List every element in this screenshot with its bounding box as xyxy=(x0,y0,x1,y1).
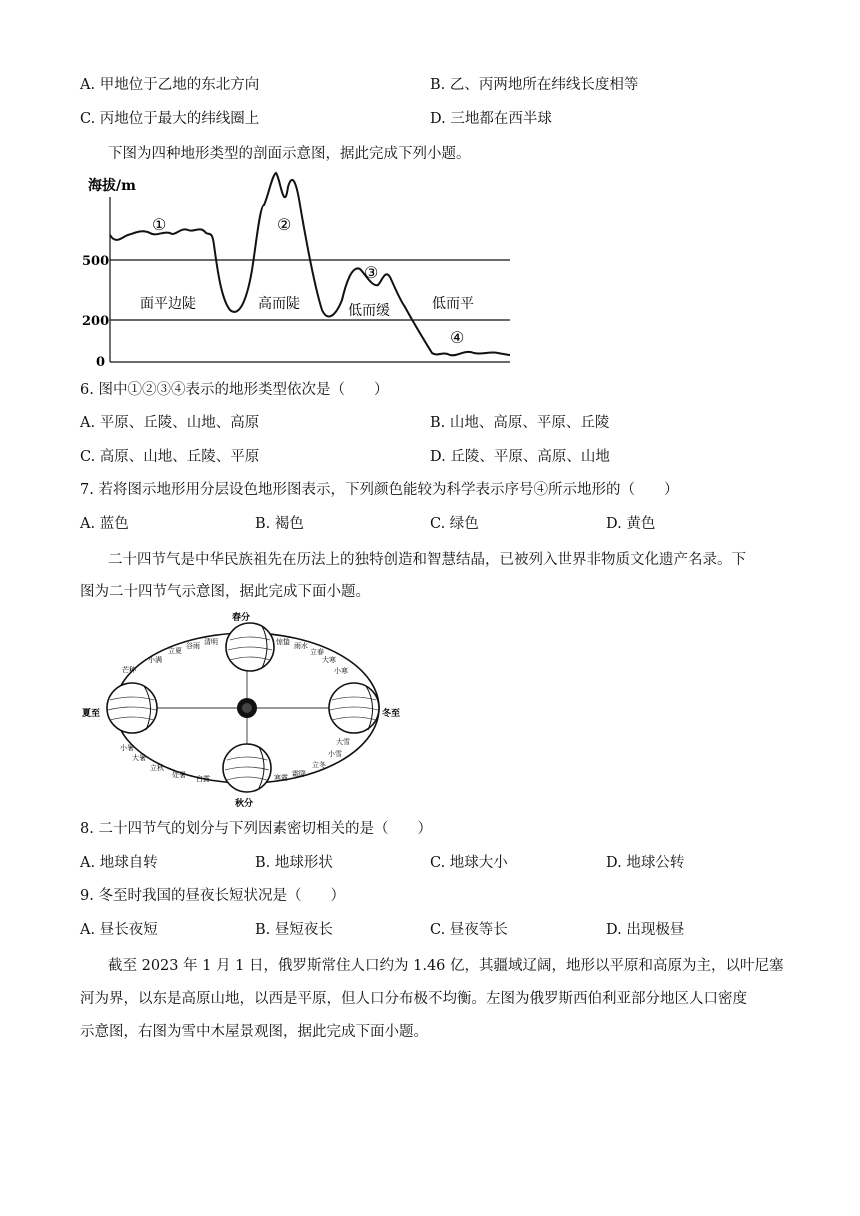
q8-option-c: C. 地球大小 xyxy=(430,855,508,871)
q6-option-c: C. 高原、山地、丘陵、平原 xyxy=(80,449,260,465)
russia-intro-line3: 示意图，右图为雪中木屋景观图，据此完成下面小题。 xyxy=(80,1024,428,1040)
term-qingming: 清明 xyxy=(204,638,218,646)
label-winter-solstice: 冬至 xyxy=(382,709,401,719)
q7-option-b: B. 褐色 xyxy=(255,516,304,532)
solar-intro-line2: 图为二十四节气示意图，据此完成下面小题。 xyxy=(80,584,370,600)
term-dahan: 大寒 xyxy=(322,656,336,664)
term-liqiu: 立秋 xyxy=(150,764,164,772)
term-mangzhong: 芒种 xyxy=(122,666,136,674)
q5-option-c: C. 丙地位于最大的纬线圈上 xyxy=(80,111,260,127)
label-spring-equinox: 春分 xyxy=(232,613,251,623)
q9-option-d: D. 出现极昼 xyxy=(606,922,685,938)
term-jingzhe: 惊蛰 xyxy=(276,638,290,646)
q8-stem: 8. 二十四节气的划分与下列因素密切相关的是（ ） xyxy=(80,821,432,837)
term-chushu: 处暑 xyxy=(172,771,186,779)
marker-4: ④ xyxy=(450,328,465,347)
q7-option-a: A. 蓝色 xyxy=(80,516,129,532)
term-xiaoshu: 小暑 xyxy=(120,744,134,752)
q6-option-b: B. 山地、高原、平原、丘陵 xyxy=(430,415,610,431)
tick-200: 200 xyxy=(82,314,110,329)
term-xiaoman: 小满 xyxy=(148,656,162,664)
term-yushui: 雨水 xyxy=(294,642,308,650)
tick-500: 500 xyxy=(82,254,110,269)
earth-autumn xyxy=(223,744,271,792)
term-dashu: 大暑 xyxy=(132,754,146,762)
term-lichun: 立春 xyxy=(310,648,324,656)
label-autumn-equinox: 秋分 xyxy=(235,799,254,809)
q9-stem: 9. 冬至时我国的昼夜长短状况是（ ） xyxy=(80,888,345,904)
q8-option-b: B. 地球形状 xyxy=(255,855,333,871)
q7-stem: 7. 若将图示地形用分层设色地形图表示，下列颜色能较为科学表示序号④所示地形的（ ） xyxy=(80,482,679,498)
region-label-3: 低而缓 xyxy=(348,303,390,319)
q5-option-a: A. 甲地位于乙地的东北方向 xyxy=(80,77,260,93)
q6-option-d: D. 丘陵、平原、高原、山地 xyxy=(430,449,610,465)
q5-option-b: B. 乙、丙两地所在纬线长度相等 xyxy=(430,77,639,93)
region-label-4: 低而平 xyxy=(432,296,474,312)
q6-option-a: A. 平原、丘陵、山地、高原 xyxy=(80,415,260,431)
terrain-profile-figure xyxy=(80,165,520,370)
term-bailu: 白露 xyxy=(196,775,210,783)
term-daxue: 大雪 xyxy=(336,738,350,746)
earth-spring xyxy=(226,623,274,671)
solar-intro-line1: 二十四节气是中华民族祖先在历法上的独特创造和智慧结晶，已被列入世界非物质文化遗产名录。下 xyxy=(108,552,746,568)
q9-option-b: B. 昼短夜长 xyxy=(255,922,333,938)
q6-stem: 6. 图中①②③④表示的地形类型依次是（ ） xyxy=(80,382,389,398)
q5-option-d: D. 三地都在西半球 xyxy=(430,111,552,127)
terrain-intro: 下图为四种地形类型的剖面示意图，据此完成下列小题。 xyxy=(108,146,471,162)
term-lidong: 立冬 xyxy=(312,761,326,769)
term-xiaoxue: 小雪 xyxy=(328,750,342,758)
label-summer-solstice: 夏至 xyxy=(82,709,101,719)
term-shuangjiang: 霜降 xyxy=(292,770,306,778)
marker-3: ③ xyxy=(364,263,379,282)
q7-option-c: C. 绿色 xyxy=(430,516,479,532)
term-lixia: 立夏 xyxy=(168,647,182,655)
russia-intro-line1: 截至 2023 年 1 月 1 日，俄罗斯常住人口约为 1.46 亿，其疆域辽阔，地形以平原和高原为主，以叶尼塞 xyxy=(108,958,784,974)
q7-option-d: D. 黄色 xyxy=(606,516,656,532)
q8-option-d: D. 地球公转 xyxy=(606,855,685,871)
region-label-1: 面平边陡 xyxy=(140,296,196,312)
term-hanlu: 寒露 xyxy=(274,774,288,782)
solar-terms-figure xyxy=(80,610,410,810)
russia-intro-line2: 河为界，以东是高原山地，以西是平原，但人口分布极不均衡。左图为俄罗斯西伯利亚部分地区人口密度 xyxy=(80,991,747,1007)
earth-winter xyxy=(329,683,379,733)
q9-option-c: C. 昼夜等长 xyxy=(430,922,508,938)
earth-summer xyxy=(107,683,157,733)
term-xiaohan: 小寒 xyxy=(334,667,348,675)
q9-option-a: A. 昼长夜短 xyxy=(80,922,158,938)
terrain-ylabel: 海拔/m xyxy=(88,178,136,194)
term-guyu: 谷雨 xyxy=(186,642,200,650)
marker-2: ② xyxy=(277,215,292,234)
marker-1: ① xyxy=(152,215,167,234)
region-label-2: 高而陡 xyxy=(258,296,300,312)
tick-0: 0 xyxy=(96,355,106,370)
q8-option-a: A. 地球自转 xyxy=(80,855,158,871)
